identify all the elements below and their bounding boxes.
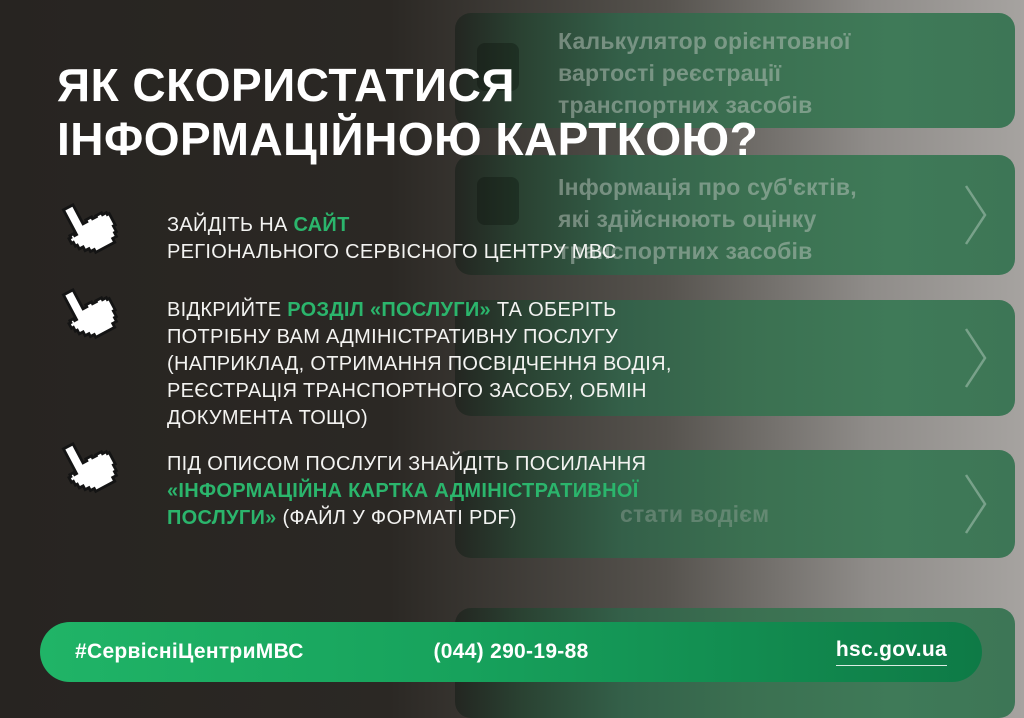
step-text-segment: ДОКУМЕНТА ТОЩО) [167,407,368,429]
page-title-line2: ІНФОРМАЦІЙНОЮ КАРТКОЮ? [57,113,759,165]
hand-cursor-icon [47,273,127,355]
chevron-right-icon [963,183,989,247]
step-text-line [167,239,616,266]
ghost-panel-text-line: транспортних засобів [558,238,813,264]
step-text [167,451,646,532]
step-text-segment: РЕГІОНАЛЬНОГО СЕРВІСНОГО ЦЕНТРУ МВС [167,241,617,263]
step-text [167,212,616,266]
ghost-panel-text-line: вартості реєстрації [558,60,782,86]
footer-hashtag: #СервісніЦентриМВС [75,640,304,663]
hand-cursor-icon [47,188,127,270]
footer-bar [40,622,982,682]
ghost-panel-text-line: Інформація про суб'єктів, [558,174,857,200]
step-icon-box [58,283,167,350]
chevron-right-icon [963,472,989,536]
footer-phone: (044) 290-19-88 [433,640,589,663]
instruction-step [58,451,646,532]
instruction-step [58,297,672,432]
ghost-panel-text-line: стати водієм [620,501,770,527]
step-text-segment: РЕЄСТРАЦІЯ ТРАНСПОРТНОГО ЗАСОБУ, ОБМІН [167,380,647,402]
page-title-line1: ЯК СКОРИСТАТИСЯ [57,59,515,111]
step-text-line [167,378,672,405]
step-text [167,297,672,432]
hand-cursor-icon [47,427,127,509]
step-accent-text: «ІНФОРМАЦІЙНА КАРТКА АДМІНІСТРАТИВНОЇ [167,480,639,502]
step-text-line [167,505,646,532]
step-text-line [167,451,646,478]
step-text-line [167,297,672,324]
step-text-segment: (НАПРИКЛАД, ОТРИМАННЯ ПОСВІДЧЕННЯ ВОДІЯ, [167,353,672,375]
ghost-panel-text-line: транспортних засобів [558,92,813,118]
step-accent-text: ПОСЛУГИ» [167,507,277,529]
step-text-segment: (ФАЙЛ У ФОРМАТІ PDF) [276,507,517,529]
step-text-segment: ПОТРІБНУ ВАМ АДМІНІСТРАТИВНУ ПОСЛУГУ [167,326,619,348]
step-text-segment: ВІДКРИЙТЕ [167,299,288,321]
step-text-segment: ЗАЙДІТЬ НА [167,214,294,236]
step-text-line [167,478,646,505]
instruction-step [58,212,616,266]
step-text-line [167,212,616,239]
step-text-line [167,324,672,351]
ghost-panel-text-line: Калькулятор орієнтовної [558,28,851,54]
footer-website: hsc.gov.ua [836,638,947,666]
step-icon-box [58,198,167,265]
ghost-panel-text-line: які здійснюють оцінку [558,206,817,232]
step-icon-box [58,437,167,504]
chevron-right-icon [963,326,989,390]
step-accent-text: САЙТ [293,214,350,236]
step-text-segment: ПІД ОПИСОМ ПОСЛУГИ ЗНАЙДІТЬ ПОСИЛАННЯ [167,453,647,475]
step-accent-text: РОЗДІЛ «ПОСЛУГИ» [287,299,491,321]
step-text-line [167,405,672,432]
step-text-line [167,351,672,378]
step-text-segment: ТА ОБЕРІТЬ [490,299,617,321]
page-title [57,58,758,166]
